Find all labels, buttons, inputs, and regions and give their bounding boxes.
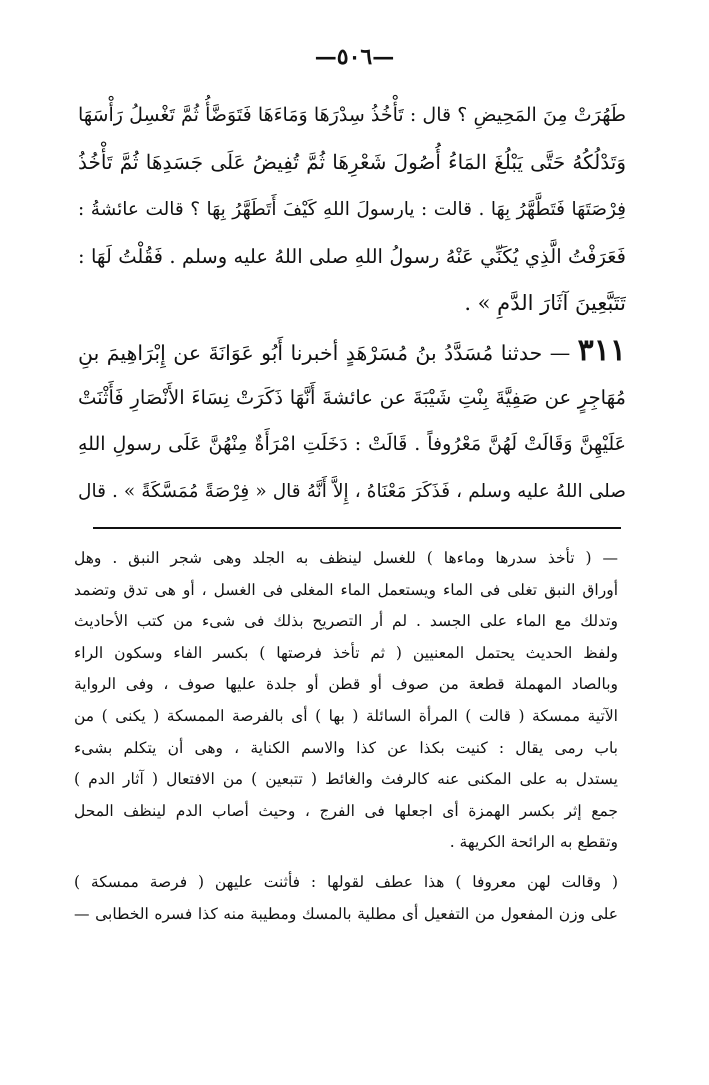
main-text-line: وَتَدْلُكُهُ حَتَّى يَبْلُغَ المَاءُ أُصُولَ شَعْرِهَا ثُمَّ تُفِيضُ عَلَى جَسَدِهَا ثُمَّ تَأْخُذُ — [78, 150, 626, 174]
footnote-line: ( وقالت لهن معروفا ) هذا عطف لقولها : فأثنت عليهن ( فرصة ممسكة ) — [74, 872, 618, 891]
footnote-line: وبالصاد المهملة قطعة من صوف أو قطن أو جلدة عليها صوف ، وفى الرواية — [74, 675, 618, 694]
footnote-line: وتدلك مع الماء على الجسد . لم أر التصريح بذلك فى شىء من كتب الأحاديث — [74, 612, 618, 631]
hadith-number: ٣١١ — [577, 333, 626, 368]
footnote-line: على وزن المفعول من التفعيل أى مطلية بالمسك ومطيبة منه كذا فسره الخطابى — — [74, 904, 618, 923]
footnote-divider — [93, 527, 621, 529]
footnote-line: — ( تأخذ سدرها وماءها ) للغسل لينظف به الجلد وهى شجر النبق . وهل — [74, 549, 618, 567]
page-number: —٥٠٦— — [314, 44, 395, 70]
hadith-isnad-text: — حدثنا مُسَدَّدُ بنُ مُسَرْهَدٍ أخبرنا أَبُو عَوَانَةَ عن إِبْرَاهِيمَ بنِ — [78, 341, 571, 365]
main-text-line: طَهُرَتْ مِنَ المَحِيضِ ؟ قال : تَأْخُذُ سِدْرَهَا وَمَاءَهَا فَتَوَضَّأُ ثُمَّ تَغْسِلُ رَأْسَهَا — [78, 104, 626, 126]
hadith-first-line — [78, 327, 626, 374]
main-text — [78, 92, 626, 515]
footnote-line: جمع إثر بكسر الهمزة أى اجعلها فى الفرج ، وحيث أصاب الدم لينظف المحل — [74, 801, 618, 820]
footnote-line: أوراق النبق تغلى فى الماء ويستعمل الماء المغلى فى الغسل ، أو هى تدق وتضمد — [74, 580, 618, 599]
hadith-text-line: مُهَاجِرٍ عن صَفِيَّةَ بِنْتِ شَيْبَةَ عن عائشةَ أَنَّهَا ذَكَرَتْ نِسَاءَ الأَنْصَارِ فَأَثْنَتْ — [78, 386, 626, 409]
footnote-spacer — [74, 859, 618, 867]
main-text-line: تَتَبَّعِينَ آثَارَ الدَّمِ » . — [464, 291, 626, 315]
footnote — [74, 543, 618, 930]
main-text-line: فَعَرَفْتُ الَّذِي يُكَنِّي عَنْهُ رسولُ اللهِ صلى اللهُ عليه وسلم . فَقُلْتُ لَهَا : — [78, 245, 626, 268]
footnote-line: وتقطع به الرائحة الكريهة . — [449, 833, 618, 852]
footnote-line: يستدل به على المكنى عنه كالرفث والغائط ( تتبعين ) من الافتعال ( آثار الدم ) — [74, 770, 618, 789]
hadith-text-line: عَلَيْهِنَّ وَقَالَتْ لَهُنَّ مَعْرُوفاً . قَالَتْ : دَخَلَتِ امْرَأَةٌ مِنْهُنَّ عَلَى رسولِ اللهِ — [78, 433, 626, 455]
footnote-line: باب رمى يقال : كنيت بكذا عن كذا والاسم الكناية ، وهى أن يتكلم بشىء — [74, 738, 618, 757]
footnote-line: الآتية ممسكة ( قالت ) المرأة السائلة ( بها ) أى بالفرصة الممسكة ( يكنى ) من — [74, 706, 618, 725]
footnote-line: ولفظ الحديث يحتمل المعنيين ( ثم تأخذ فرصتها ) بكسر الفاء وسكون الراء — [74, 643, 618, 662]
main-text-line: فِرْصَتَهَا فَتَطَّهَّرُ بِهَا . قالت : يارسولَ اللهِ كَيْفَ أَتَطَهَّرُ بِهَا ؟ قالت عائشةُ : — [78, 199, 626, 220]
hadith-text-line: صلى اللهُ عليه وسلم ، فَذَكَرَ مَعْنَاهُ ، إِلاَّ أَنَّهُ قال « فِرْصَةً مُمَسَّكَةً » . قال — [78, 481, 626, 502]
